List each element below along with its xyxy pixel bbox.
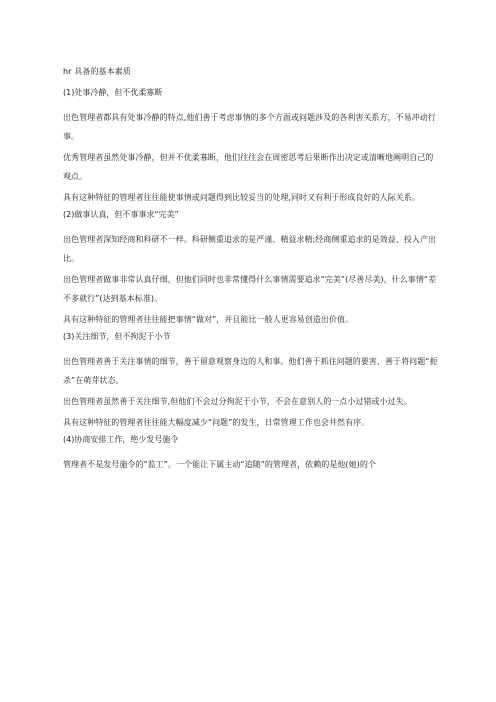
paragraph: 出色管理者都具有处事冷静的特点,他们善于考虑事情的多个方面或问题涉及的各利害关系方，不易冲动行事。 <box>63 113 436 141</box>
paragraph: 具有这种特征的管理者往往能大幅度减少“问题”的发生，日常管理工作也会井然有序。 <box>63 418 370 427</box>
paragraph: 出色管理者做事非常认真仔细，但他们同时也非常懂得什么事情需要追求“完美”(尽善尽美)，什么事情“差不多就行”(达到基本标准)。 <box>63 275 437 303</box>
document-page <box>63 66 439 473</box>
paragraph: 出色管理者善于关注事情的细节，善于留意观察身边的人和事。他们善于抓住问题的要害，善于将问题“扼杀”在萌芽状态。 <box>63 357 438 385</box>
section-heading-3: (3)关注细节，但不拘泥于小节 <box>63 332 171 341</box>
section-heading-2: (2)做事认真，但不事事求“完美” <box>63 210 179 219</box>
section-heading-4: (4)协商安排工作，绝少发号施令 <box>63 435 179 444</box>
section-heading-1: (1)处事冷静，但不优柔寡断 <box>63 88 163 97</box>
paragraph: 出色管理者虽然善于关注细节,但他们不会过分拘泥于小节，不会在意别人的一点小过错或小过失。 <box>63 397 412 406</box>
document-title: hr 具备的基本素质 <box>63 67 131 76</box>
paragraph: 具有这种特征的管理者往往能使事情或问题得到比较妥当的处理,同时又有利于形成良好的人际关系。 <box>63 193 420 202</box>
paragraph-truncated: 管理者不是发号施令的“监工”。一个能让下属主动“追随”的管理者，依赖的是他(她)的个 <box>63 460 376 469</box>
paragraph: 具有这种特征的管理者往往能把事情“做对”，并且能比一般人更容易创造出价值。 <box>63 315 354 324</box>
paragraph: 优秀管理者虽然处事冷静，但并不优柔寡断，他们往往会在周密思考后果断作出决定或清晰地阐明自己的观点。 <box>63 153 434 181</box>
paragraph: 出色管理者深知经商和科研不一样。科研侧重追求的是严谨、精益求精;经商侧重追求的是效益、投入产出比。 <box>63 235 437 263</box>
